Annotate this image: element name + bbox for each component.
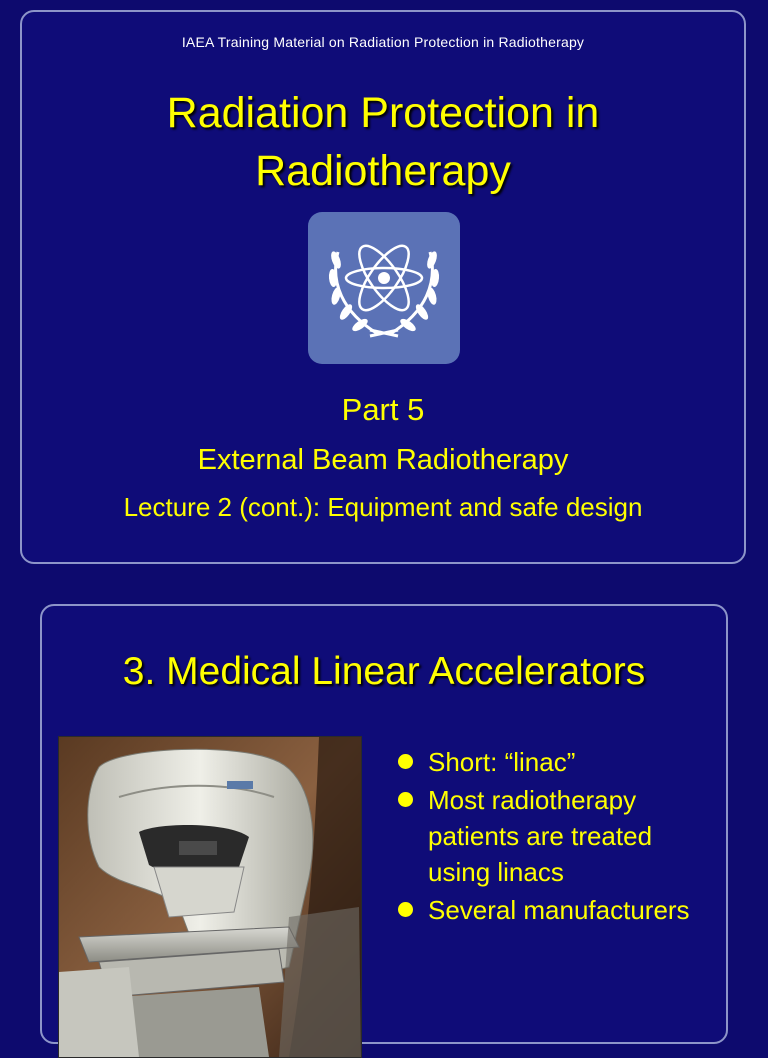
bullet-text: Short: “linac”	[428, 747, 576, 777]
bullet-dot-icon	[398, 902, 413, 917]
slide-subtitle: External Beam Radiotherapy	[197, 444, 569, 476]
iaea-logo	[308, 212, 460, 364]
bullet-text: Most radiotherapy patients are treated using linacs	[428, 785, 653, 887]
title-line-1: Radiation Protection in	[166, 89, 600, 137]
slide-header: IAEA Training Material on Radiation Protection in Radiotherapy	[181, 34, 585, 50]
slide-title: 3. Medical Linear Accelerators	[122, 650, 646, 693]
part-label: Part 5	[341, 392, 425, 427]
bullet-dot-icon	[398, 754, 413, 769]
content-slide	[40, 604, 728, 1044]
bullet-item	[394, 782, 714, 890]
bullet-item	[394, 744, 714, 780]
bullet-list	[394, 744, 714, 930]
iaea-atom-laurel-icon	[308, 212, 460, 364]
linac-photo	[58, 736, 362, 1058]
bullet-text: Several manufacturers	[428, 895, 690, 925]
linac-machine-photo	[59, 737, 361, 1057]
lecture-label: Lecture 2 (cont.): Equipment and safe design	[123, 492, 643, 522]
slide-title	[22, 84, 744, 200]
bullet-dot-icon	[398, 792, 413, 807]
bullet-item	[394, 892, 714, 928]
title-line-2: Radiotherapy	[255, 147, 511, 195]
title-slide	[20, 10, 746, 564]
